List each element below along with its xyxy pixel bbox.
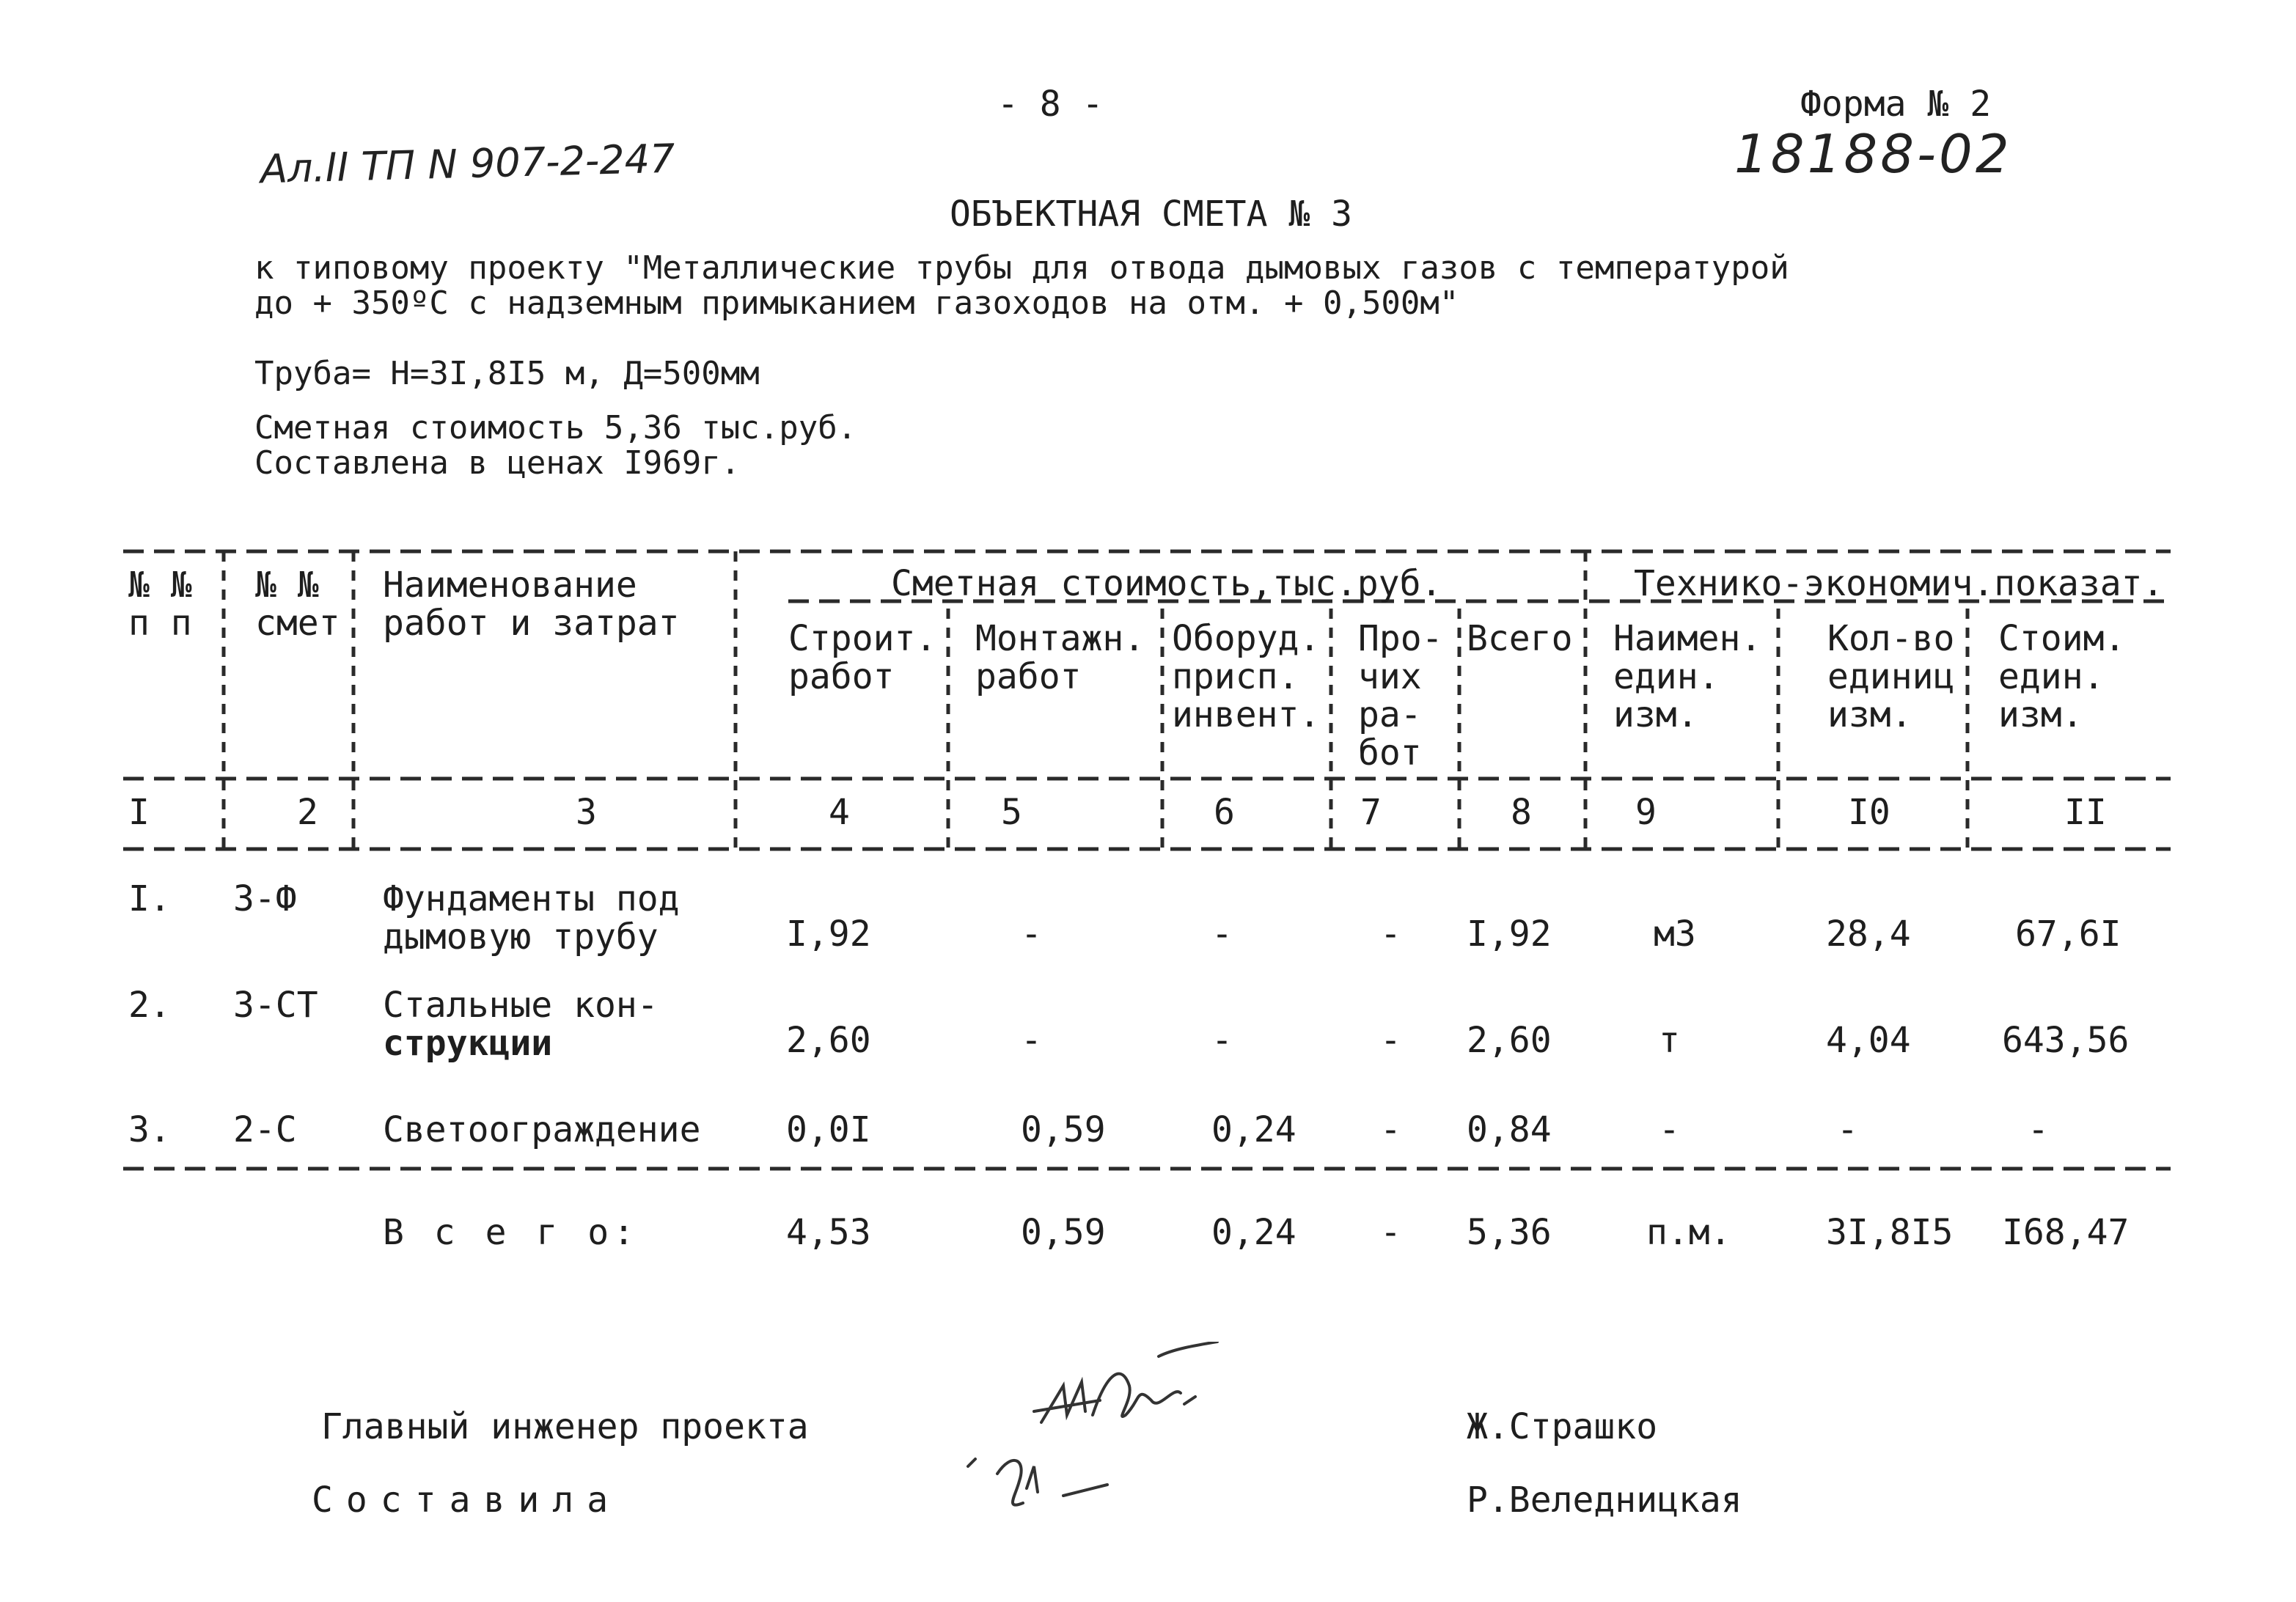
header-group-tech: Технико-экономич.показат. <box>1634 563 2164 604</box>
row-unit: - <box>1659 1109 1680 1150</box>
col-number: 8 <box>1511 792 1532 833</box>
compiled-name: Р.Веледницкая <box>1467 1480 1742 1521</box>
header-col-4: Строит. работ <box>788 618 937 697</box>
row-name: Светоограждение <box>383 1109 701 1150</box>
form-label: Форма № 2 <box>1800 84 1992 125</box>
pipe-spec: Труба= Н=3I,8I5 м, Д=500мм <box>254 355 760 392</box>
row-mount: - <box>1021 1020 1042 1061</box>
row-qty: 28,4 <box>1826 914 1911 955</box>
total-qty: 3I,8I5 <box>1826 1212 1954 1253</box>
row-unit-cost: - <box>2028 1109 2049 1150</box>
subtitle-line-2: до + 350ºС с надземным примыканием газоходов на отм. + 0,500м" <box>254 284 1459 322</box>
header-col-1: № № п п <box>128 565 192 644</box>
subtitle-line-1: к типовому проекту "Металлические трубы для отвода дымовых газов с температурой <box>254 249 1789 287</box>
row-build: 2,60 <box>786 1020 871 1061</box>
row-equip: 0,24 <box>1211 1109 1296 1150</box>
header-col-10: Кол-во единиц изм. <box>1827 618 1955 735</box>
header-col-5: Монтажн. работ <box>975 618 1145 697</box>
prices-year: Составлена в ценах I969г. <box>254 444 741 482</box>
header-col-7: Про- чих ра- бот <box>1358 618 1443 774</box>
col-number: I <box>128 792 150 833</box>
row-qty: 4,04 <box>1826 1020 1911 1061</box>
col-number: 3 <box>576 792 597 833</box>
header-group-cost: Сметная стоимость,тыс.руб. <box>891 563 1442 604</box>
col-number: 6 <box>1214 792 1235 833</box>
row-number: 2. <box>128 985 171 1026</box>
row-name: Стальные кон- струкции <box>383 985 659 1064</box>
col-number: 9 <box>1635 792 1657 833</box>
col-number: 7 <box>1360 792 1382 833</box>
total-build: 4,53 <box>786 1212 871 1253</box>
chief-engineer-title: Главный инженер проекта <box>321 1406 809 1447</box>
row-smeta: 3-Ф <box>233 878 297 919</box>
total-other: - <box>1380 1212 1401 1253</box>
row-unit: т <box>1659 1020 1680 1061</box>
col-number: I0 <box>1848 792 1890 833</box>
row-build: I,92 <box>786 914 871 955</box>
total-equip: 0,24 <box>1211 1212 1296 1253</box>
doc-title: ОБЪЕКТНАЯ СМЕТА № 3 <box>950 194 1353 235</box>
col-number: 2 <box>297 792 318 833</box>
row-total: 0,84 <box>1467 1109 1552 1150</box>
total-unit-cost: I68,47 <box>2002 1212 2130 1253</box>
row-total: I,92 <box>1467 914 1552 955</box>
project-ref-handwritten: Ал.II ТП N 907-2-247 <box>260 135 676 193</box>
row-total: 2,60 <box>1467 1020 1552 1061</box>
chief-engineer-name: Ж.Страшко <box>1467 1406 1658 1447</box>
estimated-cost: Сметная стоимость 5,36 тыс.руб. <box>254 409 857 447</box>
page-number: - 8 - <box>997 84 1104 125</box>
row-mount: 0,59 <box>1021 1109 1106 1150</box>
handwritten-signature-icon <box>953 1342 1261 1562</box>
row-equip: - <box>1211 1020 1233 1061</box>
row-unit-cost: 67,6I <box>2015 914 2121 955</box>
row-equip: - <box>1211 914 1233 955</box>
row-mount: - <box>1021 914 1042 955</box>
row-qty: - <box>1837 1109 1858 1150</box>
row-other: - <box>1380 914 1401 955</box>
header-col-2: № № смет <box>255 565 340 644</box>
total-total: 5,36 <box>1467 1212 1552 1253</box>
stamp-code-handwritten: 18188-02 <box>1734 123 2012 185</box>
row-other: - <box>1380 1109 1401 1150</box>
col-number: II <box>2064 792 2107 833</box>
row-number: I. <box>128 878 171 919</box>
total-mount: 0,59 <box>1021 1212 1106 1253</box>
header-col-3: Наименование работ и затрат <box>383 565 680 644</box>
row-build: 0,0I <box>786 1109 871 1150</box>
row-smeta: 2-С <box>233 1109 297 1150</box>
row-unit-cost: 643,56 <box>2002 1020 2130 1061</box>
row-unit: м3 <box>1654 914 1696 955</box>
col-number: 4 <box>829 792 850 833</box>
total-unit: п.м. <box>1646 1212 1731 1253</box>
row-name: Фундаменты под дымовую трубу <box>383 878 680 958</box>
row-other: - <box>1380 1020 1401 1061</box>
compiled-title: Составила <box>312 1480 622 1521</box>
header-col-9: Наимен. един. изм. <box>1613 618 1762 735</box>
col-number: 5 <box>1001 792 1022 833</box>
header-col-6: Оборуд. присп. инвент. <box>1172 618 1321 735</box>
header-col-11: Стоим. един. изм. <box>1998 618 2126 735</box>
row-number: 3. <box>128 1109 171 1150</box>
total-label: В с е г о: <box>383 1212 639 1253</box>
header-col-8: Всего <box>1467 618 1573 659</box>
row-smeta: 3-СТ <box>233 985 318 1026</box>
